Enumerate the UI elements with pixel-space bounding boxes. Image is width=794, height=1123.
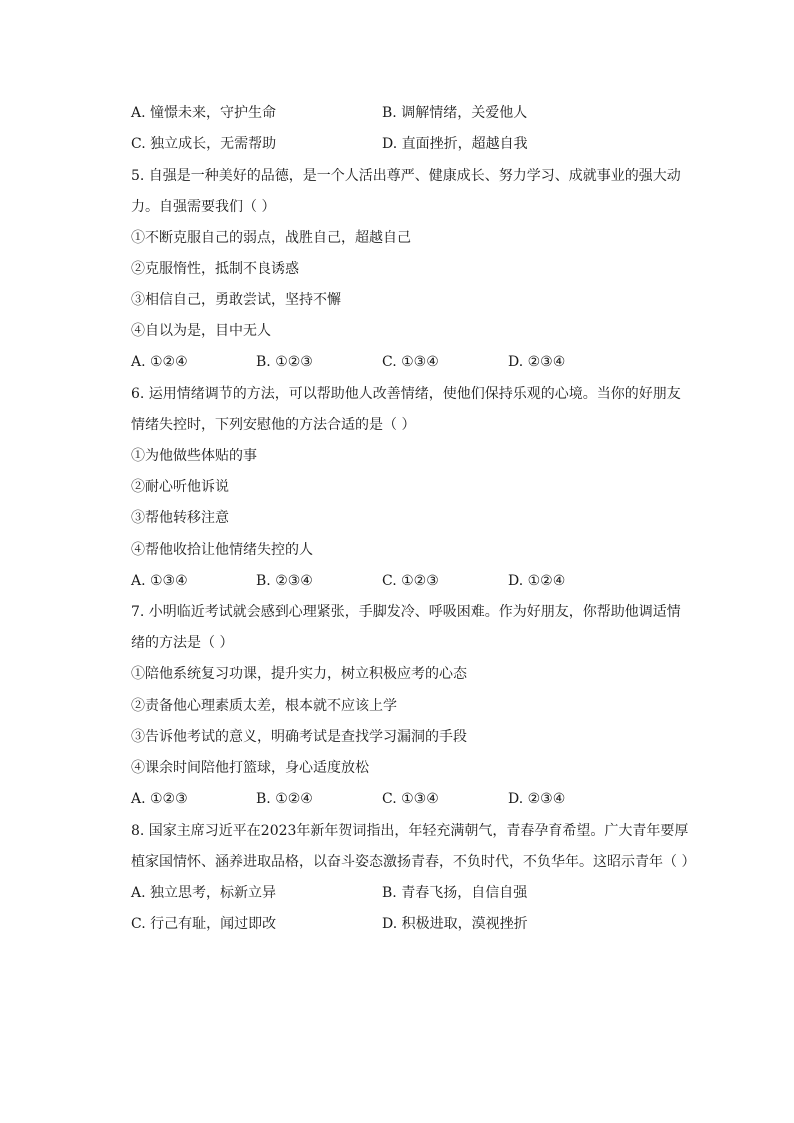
q8-option-b: B. 青春飞扬，自信自强	[382, 885, 528, 901]
q6-item-3: ③帮他转移注意	[131, 510, 229, 526]
q6-option-b: B. ②③④	[256, 573, 313, 589]
q6-option-a: A. ①③④	[131, 573, 188, 589]
q6-item-2: ②耐心听他诉说	[131, 479, 229, 495]
q6-stem-line2: 情绪失控时，下列安慰他的方法合适的是（ ）	[131, 417, 416, 433]
q7-stem-line1: 7. 小明临近考试就会感到心理紧张，手脚发冷、呼吸困难。作为好朋友，你帮助他调适情	[131, 604, 681, 620]
q4-option-a: A. 憧憬未来，守护生命	[131, 105, 277, 121]
q5-item-2: ②克服惰性，抵制不良诱惑	[131, 261, 299, 277]
q4-option-b: B. 调解情绪，关爱他人	[382, 105, 528, 121]
q5-option-c: C. ①③④	[382, 354, 439, 370]
q7-option-c: C. ①③④	[382, 791, 439, 807]
q7-option-a: A. ①②③	[131, 791, 188, 807]
q5-option-d: D. ②③④	[508, 354, 566, 370]
q7-item-1: ①陪他系统复习功课，提升实力，树立积极应考的心态	[131, 666, 467, 682]
q5-option-a: A. ①②④	[131, 354, 188, 370]
q7-option-b: B. ①②④	[256, 791, 313, 807]
q5-stem-line1: 5. 自强是一种美好的品德，是一个人活出尊严、健康成长、努力学习、成就事业的强大动	[131, 168, 681, 184]
q8-stem-line1: 8. 国家主席习近平在2023年新年贺词指出，年轻充满朝气，青春孕育希望。广大青年要厚	[131, 823, 689, 839]
q5-item-1: ①不断克服自己的弱点，战胜自己，超越自己	[131, 230, 411, 246]
q7-item-4: ④课余时间陪他打篮球，身心适度放松	[131, 760, 369, 776]
q8-option-a: A. 独立思考，标新立异	[131, 885, 277, 901]
q8-option-c: C. 行己有耻，闻过即改	[131, 916, 277, 932]
q5-stem-line2: 力。自强需要我们（ ）	[131, 199, 276, 215]
q6-item-1: ①为他做些体贴的事	[131, 448, 257, 464]
q7-item-3: ③告诉他考试的意义，明确考试是查找学习漏洞的手段	[131, 729, 467, 745]
q5-item-4: ④自以为是，目中无人	[131, 323, 271, 339]
q6-stem-line1: 6. 运用情绪调节的方法，可以帮助他人改善情绪，使他们保持乐观的心境。当你的好朋友	[131, 386, 681, 402]
q6-item-4: ④帮他收拾让他情绪失控的人	[131, 542, 313, 558]
q4-option-d: D. 直面挫折，超越自我	[382, 136, 528, 152]
q6-option-c: C. ①②③	[382, 573, 439, 589]
q7-stem-line2: 绪的方法是（ ）	[131, 635, 234, 651]
q6-option-d: D. ①②④	[508, 573, 566, 589]
q8-option-d: D. 积极进取，漠视挫折	[382, 916, 528, 932]
q8-stem-line2: 植家国情怀、涵养进取品格，以奋斗姿态激扬青春，不负时代，不负华年。这昭示青年（ ）	[131, 854, 696, 870]
q7-item-2: ②责备他心理素质太差，根本就不应该上学	[131, 698, 397, 714]
q5-option-b: B. ①②③	[256, 354, 313, 370]
q5-item-3: ③相信自己，勇敢尝试，坚持不懈	[131, 292, 341, 308]
q4-option-c: C. 独立成长，无需帮助	[131, 136, 277, 152]
q7-option-d: D. ②③④	[508, 791, 566, 807]
